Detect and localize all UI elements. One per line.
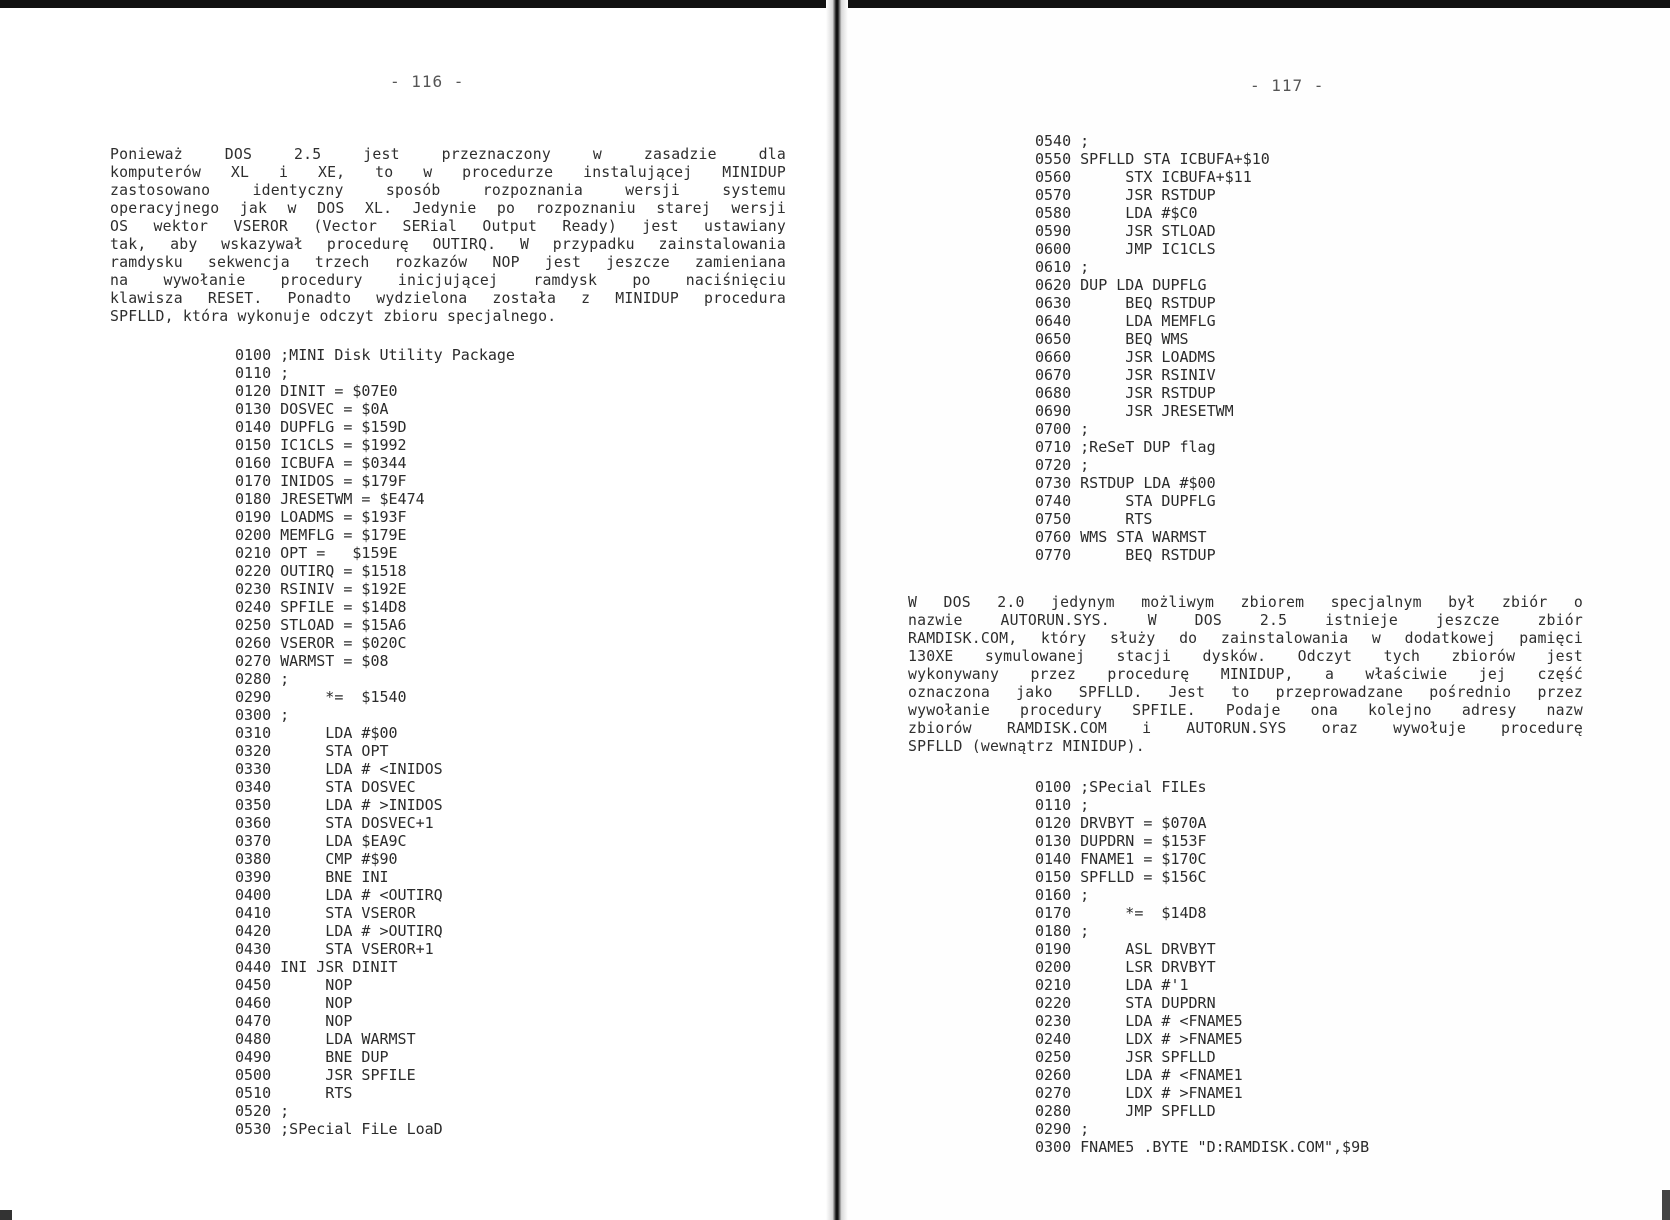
- paragraph-line: 130XE symulowanej stacji dysków. Odczyt tych zbiorów jest: [908, 648, 1583, 665]
- scan-corner: [0, 1210, 12, 1220]
- code-line: 0190 ASL DRVBYT: [1035, 940, 1216, 958]
- code-line: 0690 JSR JRESETWM: [1035, 402, 1234, 420]
- code-line: 0220 OUTIRQ = $1518: [235, 562, 407, 580]
- code-line: 0200 MEMFLG = $179E: [235, 526, 407, 544]
- paragraph-line: zastosowano identyczny sposób rozpoznania wersji systemu: [110, 182, 786, 199]
- code-line: 0320 STA OPT: [235, 742, 389, 760]
- code-line: 0250 STLOAD = $15A6: [235, 616, 407, 634]
- page-number: - 117 -: [1250, 76, 1325, 95]
- code-line: 0120 DRVBYT = $070A: [1035, 814, 1207, 832]
- code-line: 0420 LDA # >OUTIRQ: [235, 922, 443, 940]
- code-line: 0450 NOP: [235, 976, 353, 994]
- code-line: 0680 JSR RSTDUP: [1035, 384, 1216, 402]
- code-line: 0500 JSR SPFILE: [235, 1066, 416, 1084]
- paragraph-line: SPFLLD (wewnątrz MINIDUP).: [908, 738, 1145, 755]
- code-line: 0760 WMS STA WARMST: [1035, 528, 1207, 546]
- code-line: 0280 JMP SPFLLD: [1035, 1102, 1216, 1120]
- paragraph-line: tak, aby wskazywał procedurę OUTIRQ. W przypadku zainstalowania: [110, 236, 786, 253]
- code-line: 0590 JSR STLOAD: [1035, 222, 1216, 240]
- code-line: 0430 STA VSEROR+1: [235, 940, 434, 958]
- code-line: 0630 BEQ RSTDUP: [1035, 294, 1216, 312]
- paragraph-line: OS wektor VSEROR (Vector SERial Output Ready) jest ustawiany: [110, 218, 786, 235]
- code-listing-top: [1035, 132, 1270, 564]
- right-page: [835, 8, 1670, 1220]
- code-line: 0350 LDA # >INIDOS: [235, 796, 443, 814]
- paragraph-line: ramdysku sekwencja trzech rozkazów NOP jest jeszcze zamieniana: [110, 254, 786, 271]
- code-line: 0140 FNAME1 = $170C: [1035, 850, 1207, 868]
- code-line: 0100 ;MINI Disk Utility Package: [235, 346, 515, 364]
- code-line: 0750 RTS: [1035, 510, 1153, 528]
- code-line: 0600 JMP IC1CLS: [1035, 240, 1216, 258]
- code-line: 0390 BNE INI: [235, 868, 389, 886]
- code-line: 0440 INI JSR DINIT: [235, 958, 398, 976]
- code-line: 0170 INIDOS = $179F: [235, 472, 407, 490]
- body-paragraph: [110, 146, 786, 326]
- paragraph-line: zbiorów RAMDISK.COM i AUTORUN.SYS oraz wywołuje procedurę: [908, 720, 1583, 737]
- code-line: 0260 VSEROR = $020C: [235, 634, 407, 652]
- code-line: 0290 *= $1540: [235, 688, 407, 706]
- left-page: [0, 8, 835, 1220]
- code-line: 0380 CMP #$90: [235, 850, 398, 868]
- code-line: 0180 ;: [1035, 922, 1090, 940]
- code-line: 0470 NOP: [235, 1012, 353, 1030]
- code-line: 0480 LDA WARMST: [235, 1030, 416, 1048]
- code-line: 0410 STA VSEROR: [235, 904, 416, 922]
- paragraph-line: operacyjnego jak w DOS XL. Jedynie po rozpoznaniu starej wersji: [110, 200, 786, 217]
- code-line: 0160 ;: [1035, 886, 1090, 904]
- code-line: 0110 ;: [235, 364, 290, 382]
- code-line: 0210 OPT = $159E: [235, 544, 398, 562]
- code-line: 0370 LDA $EA9C: [235, 832, 407, 850]
- code-line: 0330 LDA # <INIDOS: [235, 760, 443, 778]
- code-line: 0270 LDX # >FNAME1: [1035, 1084, 1243, 1102]
- code-line: 0400 LDA # <OUTIRQ: [235, 886, 443, 904]
- code-line: 0230 LDA # <FNAME5: [1035, 1012, 1243, 1030]
- code-line: 0360 STA DOSVEC+1: [235, 814, 434, 832]
- code-line: 0170 *= $14D8: [1035, 904, 1207, 922]
- code-line: 0660 JSR LOADMS: [1035, 348, 1216, 366]
- paragraph-line: SPFLLD, która wykonuje odczyt zbioru specjalnego.: [110, 308, 557, 325]
- code-line: 0510 RTS: [235, 1084, 353, 1102]
- code-line: 0300 ;: [235, 706, 290, 724]
- code-line: 0140 DUPFLG = $159D: [235, 418, 407, 436]
- code-line: 0240 SPFILE = $14D8: [235, 598, 407, 616]
- paragraph-line: RAMDISK.COM, który służy do zainstalowania w dodatkowej pamięci: [908, 630, 1583, 647]
- paragraph-line: na wywołanie procedury inicjującej ramdysk po naciśnięciu: [110, 272, 786, 289]
- code-line: 0740 STA DUPFLG: [1035, 492, 1216, 510]
- code-line: 0260 LDA # <FNAME1: [1035, 1066, 1243, 1084]
- code-line: 0110 ;: [1035, 796, 1090, 814]
- paragraph-line: W DOS 2.0 jedynym możliwym zbiorem specjalnym był zbiór o: [908, 594, 1583, 611]
- paragraph-line: Ponieważ DOS 2.5 jest przeznaczony w zasadzie dla: [110, 146, 786, 163]
- code-line: 0640 LDA MEMFLG: [1035, 312, 1216, 330]
- paragraph-line: nazwie AUTORUN.SYS. W DOS 2.5 istnieje jeszcze zbiór: [908, 612, 1583, 629]
- code-line: 0240 LDX # >FNAME5: [1035, 1030, 1243, 1048]
- code-line: 0610 ;: [1035, 258, 1090, 276]
- code-line: 0650 BEQ WMS: [1035, 330, 1189, 348]
- code-line: 0340 STA DOSVEC: [235, 778, 416, 796]
- code-line: 0160 ICBUFA = $0344: [235, 454, 407, 472]
- code-line: 0710 ;ReSeT DUP flag: [1035, 438, 1216, 456]
- code-line: 0540 ;: [1035, 132, 1090, 150]
- code-line: 0200 LSR DRVBYT: [1035, 958, 1216, 976]
- paragraph-line: klawisza RESET. Ponadto wydzielona została z MINIDUP procedura: [110, 290, 786, 307]
- code-line: 0460 NOP: [235, 994, 353, 1012]
- code-line: 0310 LDA #$00: [235, 724, 398, 742]
- code-line: 0220 STA DUPDRN: [1035, 994, 1216, 1012]
- code-line: 0130 DUPDRN = $153F: [1035, 832, 1207, 850]
- code-line: 0770 BEQ RSTDUP: [1035, 546, 1216, 564]
- code-line: 0150 SPFLLD = $156C: [1035, 868, 1207, 886]
- code-line: 0720 ;: [1035, 456, 1090, 474]
- code-line: 0570 JSR RSTDUP: [1035, 186, 1216, 204]
- code-line: 0490 BNE DUP: [235, 1048, 389, 1066]
- code-line: 0180 JRESETWM = $E474: [235, 490, 425, 508]
- code-line: 0670 JSR RSINIV: [1035, 366, 1216, 384]
- code-line: 0520 ;: [235, 1102, 290, 1120]
- code-line: 0100 ;SPecial FILEs: [1035, 778, 1207, 796]
- code-line: 0550 SPFLLD STA ICBUFA+$10: [1035, 150, 1270, 168]
- code-listing-bottom: [1035, 778, 1369, 1156]
- code-line: 0700 ;: [1035, 420, 1090, 438]
- scan-corner: [1662, 1190, 1670, 1220]
- code-listing: [235, 346, 515, 1138]
- code-line: 0290 ;: [1035, 1120, 1090, 1138]
- code-line: 0230 RSINIV = $192E: [235, 580, 407, 598]
- paragraph-line: wykonywany przez procedurę MINIDUP, a właściwie jej część: [908, 666, 1583, 683]
- code-line: 0300 FNAME5 .BYTE "D:RAMDISK.COM",$9B: [1035, 1138, 1370, 1156]
- code-line: 0120 DINIT = $07E0: [235, 382, 398, 400]
- code-line: 0190 LOADMS = $193F: [235, 508, 407, 526]
- code-line: 0280 ;: [235, 670, 290, 688]
- code-line: 0250 JSR SPFLLD: [1035, 1048, 1216, 1066]
- code-line: 0580 LDA #$C0: [1035, 204, 1198, 222]
- code-line: 0130 DOSVEC = $0A: [235, 400, 389, 418]
- code-line: 0560 STX ICBUFA+$11: [1035, 168, 1252, 186]
- paragraph-line: wywołanie procedury SPFILE. Podaje ona kolejno adresy nazw: [908, 702, 1583, 719]
- code-line: 0730 RSTDUP LDA #$00: [1035, 474, 1216, 492]
- paragraph-line: komputerów XL i XE, to w procedurze instalującej MINIDUP: [110, 164, 786, 181]
- body-paragraph: [908, 594, 1583, 756]
- book-spine: [826, 0, 848, 1220]
- code-line: 0620 DUP LDA DUPFLG: [1035, 276, 1207, 294]
- code-line: 0210 LDA #'1: [1035, 976, 1189, 994]
- paragraph-line: oznaczona jako SPFLLD. Jest to przeprowadzane pośrednio przez: [908, 684, 1583, 701]
- page-number: - 116 -: [390, 72, 465, 91]
- code-line: 0270 WARMST = $08: [235, 652, 389, 670]
- code-line: 0530 ;SPecial FiLe LoaD: [235, 1120, 443, 1138]
- code-line: 0150 IC1CLS = $1992: [235, 436, 407, 454]
